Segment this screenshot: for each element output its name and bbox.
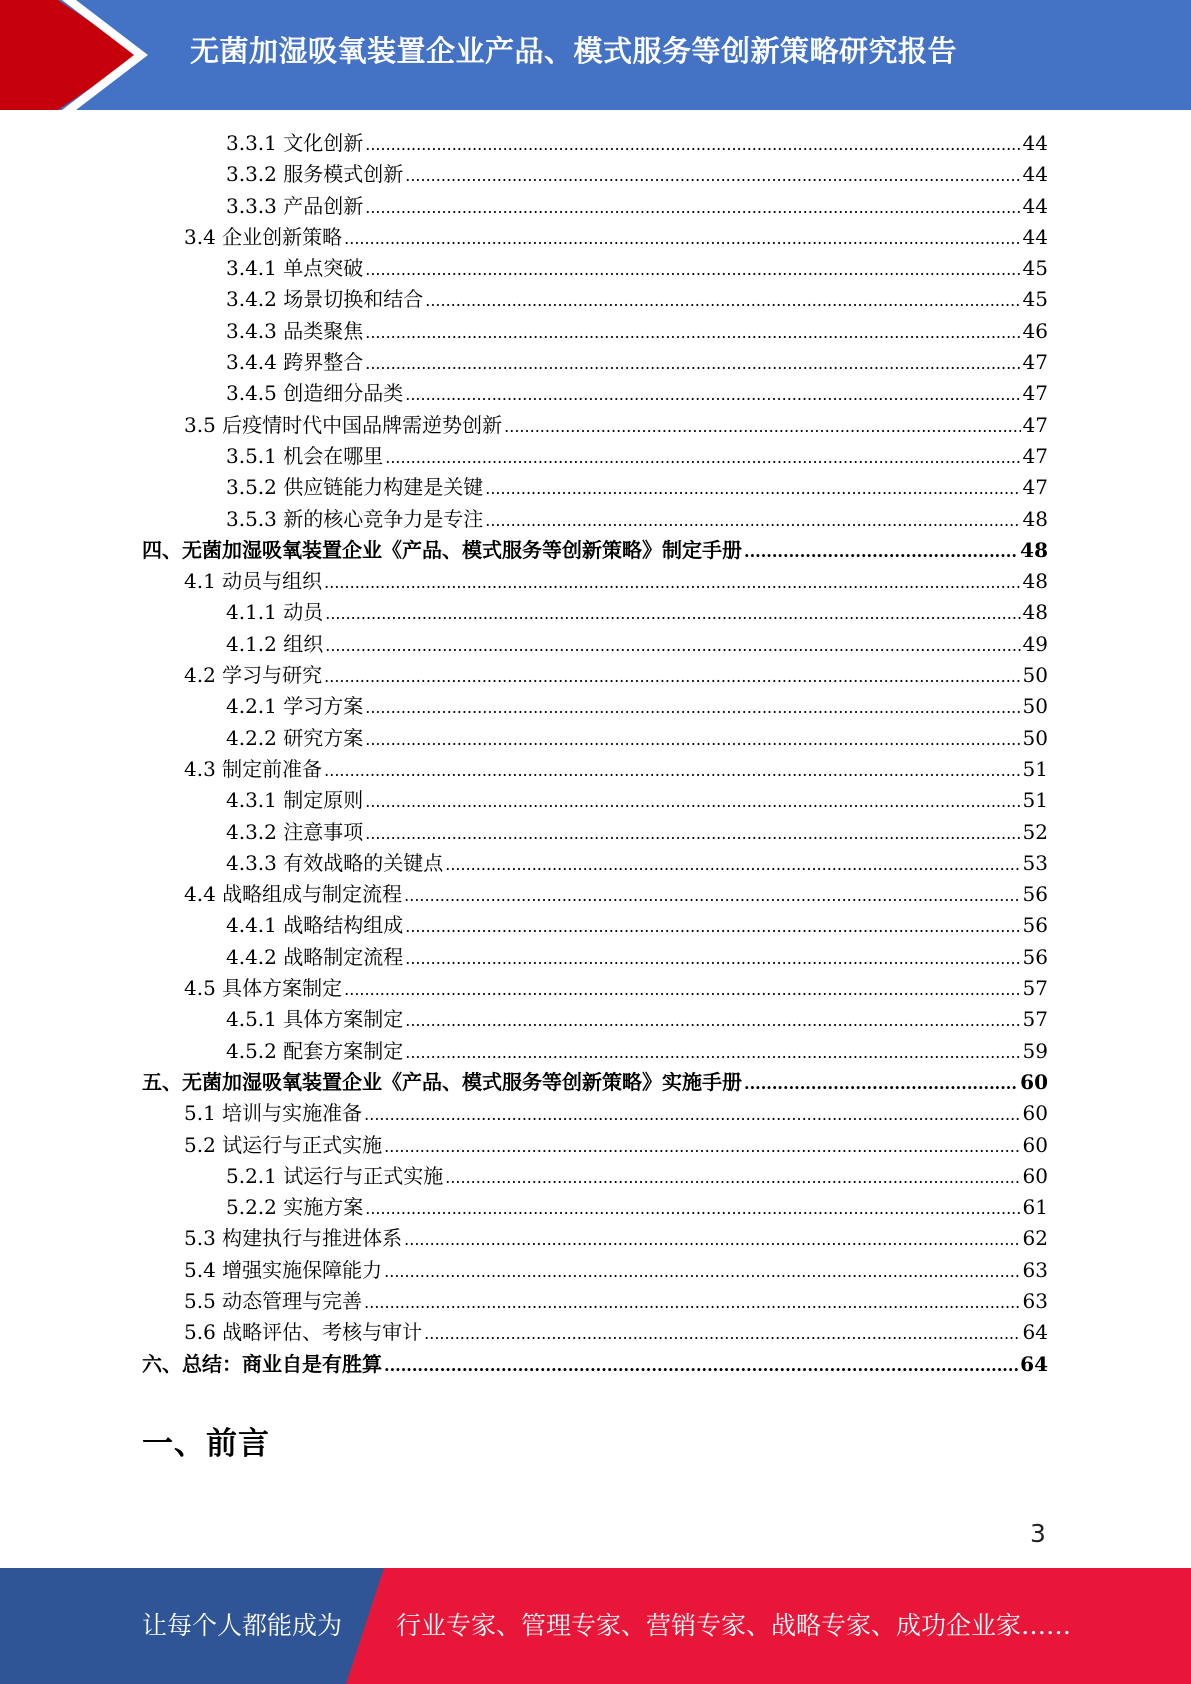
toc-entry[interactable] — [142, 660, 1048, 691]
toc-entry-title: 5.2.1 试运行与正式实施 — [226, 1163, 444, 1188]
toc-entry[interactable] — [142, 1223, 1048, 1254]
toc-entry-title: 六、总结：商业自是有胜算 — [142, 1351, 382, 1376]
toc-entry-title: 4.1.1 动员 — [226, 600, 324, 625]
toc-entry-title: 4.4.2 战略制定流程 — [226, 944, 404, 969]
toc-dot-leader — [405, 1005, 1020, 1036]
toc-entry-page: 61 — [1022, 1195, 1048, 1220]
toc-entry-page: 51 — [1022, 756, 1048, 781]
toc-dot-leader — [384, 1131, 1020, 1162]
toc-entry[interactable] — [142, 817, 1048, 848]
toc-entry-page: 56 — [1022, 944, 1048, 969]
toc-entry-title: 3.3.3 产品创新 — [226, 193, 364, 218]
footer-slogan-right: 行业专家、管理专家、营销专家、战略专家、成功企业家…… — [396, 1611, 1072, 1640]
toc-entry-title: 5.5 动态管理与完善 — [184, 1288, 363, 1313]
toc-entry[interactable] — [142, 1192, 1048, 1223]
toc-entry[interactable] — [142, 159, 1048, 190]
toc-entry-title: 3.5.3 新的核心竞争力是专注 — [226, 506, 484, 531]
toc-entry[interactable] — [142, 848, 1048, 879]
toc-entry-page: 60 — [1022, 1101, 1048, 1126]
page-number: 3 — [1030, 1519, 1046, 1548]
toc-entry-title: 4.3.2 注意事项 — [226, 819, 364, 844]
toc-entry-title: 4.1 动员与组织 — [184, 569, 323, 594]
toc-entry[interactable] — [142, 1067, 1048, 1098]
toc-entry-page: 44 — [1022, 131, 1048, 155]
toc-entry-title: 3.4 企业创新策略 — [184, 224, 343, 249]
toc-dot-leader — [365, 192, 1020, 223]
toc-entry-title: 3.4.3 品类聚焦 — [226, 318, 364, 343]
toc-dot-leader — [365, 1193, 1020, 1224]
toc-dot-leader — [365, 254, 1020, 285]
toc-entry[interactable] — [142, 879, 1048, 910]
toc-entry-title: 3.3.1 文化创新 — [226, 131, 364, 155]
footer-slogan-left: 让每个人都能成为 — [142, 1611, 343, 1640]
toc-entry[interactable] — [142, 1036, 1048, 1067]
toc-entry-title: 3.5.2 供应链能力构建是关键 — [226, 475, 484, 500]
toc-dot-leader — [324, 567, 1020, 598]
toc-entry-title: 3.4.4 跨界整合 — [226, 350, 364, 375]
toc-dot-leader — [385, 442, 1020, 473]
toc-entry-page: 49 — [1022, 631, 1048, 656]
toc-entry-title: 五、无菌加湿吸氧装置企业《产品、模式服务等创新策略》实施手册 — [142, 1069, 742, 1094]
toc-entry-title: 3.4.5 创造细分品类 — [226, 381, 404, 406]
toc-entry-page: 45 — [1022, 287, 1048, 312]
toc-dot-leader — [485, 473, 1020, 504]
toc-entry-page: 60 — [1022, 1163, 1048, 1188]
toc-entry-page: 44 — [1022, 162, 1048, 187]
toc-dot-leader — [744, 536, 1018, 567]
toc-dot-leader — [405, 911, 1020, 942]
toc-dot-leader — [384, 1256, 1020, 1287]
toc-entry-page: 44 — [1022, 193, 1048, 218]
section-heading: 一、前言 — [142, 1426, 270, 1462]
toc-entry-page: 64 — [1022, 1320, 1048, 1345]
toc-entry[interactable] — [142, 942, 1048, 973]
toc-dot-leader — [744, 1068, 1018, 1099]
toc-entry-page: 62 — [1022, 1226, 1048, 1251]
toc-dot-leader — [424, 1318, 1020, 1349]
toc-entry-page: 47 — [1022, 412, 1048, 437]
toc-entry-page: 47 — [1022, 350, 1048, 375]
toc-entry-title: 4.3.3 有效战略的关键点 — [226, 850, 444, 875]
toc-entry-page: 50 — [1022, 663, 1048, 688]
toc-dot-leader — [504, 411, 1020, 442]
toc-entry-page: 48 — [1020, 537, 1048, 562]
toc-dot-leader — [364, 1099, 1020, 1130]
toc-entry-page: 59 — [1022, 1038, 1048, 1063]
toc-entry-title: 5.3 构建执行与推进体系 — [184, 1226, 403, 1251]
page-footer — [0, 1568, 1191, 1684]
toc-entry-page: 44 — [1022, 224, 1048, 249]
toc-entry-title: 3.3.2 服务模式创新 — [226, 162, 404, 187]
toc-entry[interactable] — [142, 410, 1048, 441]
toc-dot-leader — [344, 223, 1020, 254]
toc-dot-leader — [325, 630, 1020, 661]
toc-dot-leader — [445, 1162, 1020, 1193]
toc-dot-leader — [365, 724, 1020, 755]
toc-entry[interactable] — [142, 910, 1048, 941]
toc-entry-page: 63 — [1022, 1288, 1048, 1313]
toc-entry[interactable] — [142, 1317, 1048, 1348]
toc-entry-page: 64 — [1020, 1351, 1048, 1376]
toc-entry-page: 51 — [1022, 788, 1048, 813]
toc-entry[interactable] — [142, 253, 1048, 284]
toc-dot-leader — [485, 505, 1020, 536]
toc-dot-leader — [425, 285, 1020, 316]
header-arrow-decoration — [0, 0, 170, 110]
toc-dot-leader — [364, 1287, 1020, 1318]
toc-entry[interactable] — [142, 316, 1048, 347]
toc-entry-title: 5.6 战略评估、考核与审计 — [184, 1320, 423, 1345]
toc-entry-page: 56 — [1022, 882, 1048, 907]
toc-entry-title: 4.5.2 配套方案制定 — [226, 1038, 404, 1063]
toc-entry[interactable] — [142, 1161, 1048, 1192]
toc-entry[interactable] — [142, 1130, 1048, 1161]
toc-entry-page: 47 — [1022, 475, 1048, 500]
toc-entry[interactable] — [142, 222, 1048, 253]
toc-entry-page: 46 — [1022, 318, 1048, 343]
toc-entry[interactable] — [142, 1286, 1048, 1317]
toc-entry[interactable] — [142, 441, 1048, 472]
toc-entry[interactable] — [142, 597, 1048, 628]
toc-entry-page: 56 — [1022, 913, 1048, 938]
toc-dot-leader — [365, 317, 1020, 348]
toc-dot-leader — [365, 786, 1020, 817]
toc-entry-title: 5.1 培训与实施准备 — [184, 1101, 363, 1126]
toc-entry-page: 57 — [1022, 976, 1048, 1001]
toc-entry-page: 50 — [1022, 725, 1048, 750]
toc-dot-leader — [405, 379, 1020, 410]
toc-entry-title: 5.2.2 实施方案 — [226, 1195, 364, 1220]
toc-entry-title: 3.5 后疫情时代中国品牌需逆势创新 — [184, 412, 503, 437]
toc-entry-page: 48 — [1022, 600, 1048, 625]
toc-dot-leader — [365, 692, 1020, 723]
toc-dot-leader — [324, 661, 1020, 692]
toc-dot-leader — [324, 755, 1020, 786]
toc-entry[interactable] — [142, 754, 1048, 785]
toc-entry-title: 4.2 学习与研究 — [184, 663, 323, 688]
toc-dot-leader — [404, 1224, 1020, 1255]
toc-entry-title: 4.2.2 研究方案 — [226, 725, 364, 750]
toc-entry-title: 3.4.1 单点突破 — [226, 256, 364, 281]
toc-entry[interactable] — [142, 128, 1048, 159]
table-of-contents — [142, 128, 1048, 1380]
toc-dot-leader — [405, 160, 1020, 191]
toc-dot-leader — [445, 849, 1020, 880]
toc-dot-leader — [344, 974, 1020, 1005]
toc-entry-title: 3.5.1 机会在哪里 — [226, 443, 384, 468]
toc-entry[interactable] — [142, 691, 1048, 722]
report-title: 无菌加湿吸氧装置企业产品、模式服务等创新策略研究报告 — [190, 34, 958, 68]
toc-entry-title: 4.4 战略组成与制定流程 — [184, 882, 403, 907]
toc-entry-title: 4.3 制定前准备 — [184, 756, 323, 781]
toc-entry-page: 57 — [1022, 1007, 1048, 1032]
toc-entry[interactable] — [142, 284, 1048, 315]
page-header — [0, 0, 1191, 110]
toc-dot-leader — [365, 129, 1020, 160]
toc-entry[interactable] — [142, 785, 1048, 816]
toc-entry[interactable] — [142, 378, 1048, 409]
toc-entry-title: 5.4 增强实施保障能力 — [184, 1257, 383, 1282]
toc-entry-page: 47 — [1022, 443, 1048, 468]
toc-entry[interactable] — [142, 1349, 1048, 1380]
toc-dot-leader — [365, 818, 1020, 849]
toc-entry[interactable] — [142, 504, 1048, 535]
toc-entry-page: 47 — [1022, 381, 1048, 406]
toc-entry[interactable] — [142, 1098, 1048, 1129]
toc-entry-page: 48 — [1022, 569, 1048, 594]
toc-entry-page: 52 — [1022, 819, 1048, 844]
toc-entry[interactable] — [142, 1255, 1048, 1286]
toc-entry-title: 4.3.1 制定原则 — [226, 788, 364, 813]
toc-entry-title: 4.4.1 战略结构组成 — [226, 913, 404, 938]
toc-entry-title: 4.1.2 组织 — [226, 631, 324, 656]
toc-entry[interactable] — [142, 629, 1048, 660]
toc-entry[interactable] — [142, 566, 1048, 597]
toc-dot-leader — [325, 598, 1020, 629]
toc-entry[interactable] — [142, 973, 1048, 1004]
toc-dot-leader — [404, 880, 1020, 911]
toc-entry-title: 5.2 试运行与正式实施 — [184, 1132, 383, 1157]
toc-entry-page: 45 — [1022, 256, 1048, 281]
toc-entry-page: 60 — [1020, 1069, 1048, 1094]
toc-entry[interactable] — [142, 472, 1048, 503]
toc-entry-page: 53 — [1022, 850, 1048, 875]
toc-entry-title: 四、无菌加湿吸氧装置企业《产品、模式服务等创新策略》制定手册 — [142, 537, 742, 562]
toc-entry[interactable] — [142, 191, 1048, 222]
toc-entry-page: 48 — [1022, 506, 1048, 531]
toc-entry[interactable] — [142, 347, 1048, 378]
toc-entry-page: 63 — [1022, 1257, 1048, 1282]
toc-entry[interactable] — [142, 535, 1048, 566]
toc-dot-leader — [365, 348, 1020, 379]
toc-entry-title: 4.5 具体方案制定 — [184, 976, 343, 1001]
toc-entry[interactable] — [142, 1004, 1048, 1035]
toc-dot-leader — [384, 1350, 1018, 1381]
toc-entry-title: 4.2.1 学习方案 — [226, 694, 364, 719]
toc-dot-leader — [405, 943, 1020, 974]
toc-entry-page: 50 — [1022, 694, 1048, 719]
toc-entry-title: 3.4.2 场景切换和结合 — [226, 287, 424, 312]
toc-entry-title: 4.5.1 具体方案制定 — [226, 1007, 404, 1032]
toc-dot-leader — [405, 1037, 1020, 1068]
toc-entry[interactable] — [142, 723, 1048, 754]
toc-entry-page: 60 — [1022, 1132, 1048, 1157]
